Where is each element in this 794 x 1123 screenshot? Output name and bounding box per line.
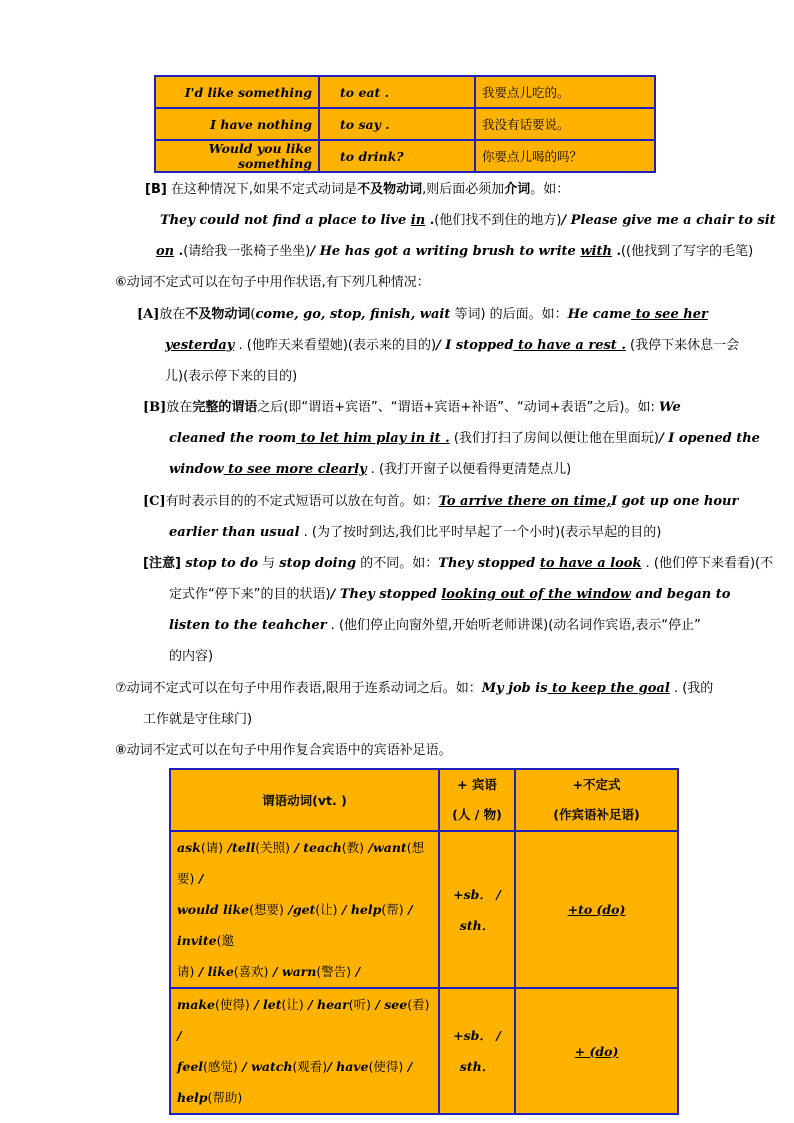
text: I got up one hour [610, 494, 739, 509]
text [177, 832, 432, 894]
text: / have [327, 1059, 369, 1074]
text: /tell [223, 840, 256, 855]
text: (听) [348, 997, 371, 1012]
text [177, 894, 432, 956]
text: My job is [481, 681, 548, 696]
text [177, 956, 432, 987]
text: help [177, 1090, 208, 1105]
text: (帮助) [207, 1090, 243, 1105]
infinitive-cell: + (do) [515, 988, 678, 1114]
text: feel [177, 1059, 204, 1074]
text: . [611, 244, 621, 259]
note-line-3 [169, 616, 701, 636]
table-cell-translation: 你要点儿喝的吗？ [475, 140, 655, 172]
text: to see her [631, 307, 708, 322]
text: and began to [630, 587, 731, 602]
text: 定式作“停下来”的目的状语) [169, 587, 331, 602]
section-6a-line-2 [165, 336, 739, 356]
text: (邀 [216, 933, 234, 948]
table-cell-infinitive: to eat . [319, 76, 475, 108]
text: / see [371, 997, 408, 1012]
infinitive-example-table [154, 75, 656, 173]
text: They could not find a place to live [160, 213, 411, 228]
text: to have a look [539, 556, 642, 571]
text: 放在 [166, 400, 193, 415]
text: make [177, 997, 215, 1012]
text: They stopped [438, 556, 540, 571]
text: . [425, 213, 435, 228]
text: / I stopped [436, 338, 514, 353]
text: (让) [281, 997, 304, 1012]
text: (使得) [214, 997, 250, 1012]
text: . (他昨天来看望她)(表示来的目的) [234, 338, 437, 353]
text: / hear [303, 997, 349, 1012]
text: (观看) [292, 1059, 328, 1074]
text: He came [567, 307, 632, 322]
text: 放在 [159, 307, 186, 322]
text: to see more clearly [223, 462, 367, 477]
text: . [174, 244, 184, 259]
text: 请) [177, 964, 195, 979]
text: [C] [143, 494, 166, 509]
text: stop doing [279, 556, 357, 571]
text: (想要) [249, 902, 284, 917]
text: (感觉) [203, 1059, 238, 1074]
label-b: [B] [145, 182, 167, 197]
text: come, go, stop, finish, wait [255, 307, 451, 322]
section-b-line-1 [145, 180, 569, 200]
text: with [580, 244, 612, 259]
section-6b-line-1 [143, 398, 681, 418]
text: 完整的谓语 [192, 400, 258, 415]
text: / Please give me a chair to sit [561, 213, 776, 228]
text: / They stopped [330, 587, 442, 602]
table-cell-infinitive: to say . [319, 108, 475, 140]
text: sth． [459, 917, 495, 933]
table-cell-phrase: Would you like something [155, 140, 319, 172]
table-cell-infinitive: to drink? [319, 140, 475, 172]
header-cell-verb: 谓语动词(vt. ) [170, 769, 439, 831]
text: listen to the teahcher [169, 618, 327, 633]
text: (想要) [177, 840, 425, 886]
table-row [170, 988, 678, 1114]
text: 有时表示目的的不定式短语可以放在句首。如： [165, 494, 439, 509]
text: (关照) [255, 840, 290, 855]
text: 等词) 的后面。如： [450, 307, 568, 322]
text: (喜欢) [233, 964, 269, 979]
text: +不定式 [572, 777, 621, 792]
section-b-line-2 [160, 211, 776, 231]
table-header-row [170, 769, 678, 831]
text: / teach [290, 840, 342, 855]
text: stop to do [180, 556, 258, 571]
table-cell-phrase: I'd like something [155, 76, 319, 108]
text: . (为了按时到达,我们比平时早起了一个小时)(表示早起的目的) [299, 525, 662, 540]
text: ⑦动词不定式可以在句子中用作表语,限用于连系动词之后。如： [115, 681, 482, 696]
text: / invite [177, 902, 413, 948]
section-6-title: ⑥动词不定式可以在句子中用作状语,有下列几种情况： [115, 275, 430, 290]
table-cell-translation: 我要点儿吃的。 [475, 76, 655, 108]
text: To arrive there on time, [438, 494, 611, 509]
text: to let him play in it . [296, 431, 450, 446]
section-6c-line-2 [169, 523, 661, 543]
text: (人 / 物) [452, 807, 502, 822]
text: (我停下来休息一会 [625, 338, 740, 353]
text: / warn [268, 964, 317, 979]
text: to have a rest . [513, 338, 626, 353]
table-row [155, 76, 655, 108]
note-line-4: 的内容) [169, 649, 214, 664]
header-cell-object [439, 769, 515, 831]
text: (警告) [316, 964, 352, 979]
note-line-2 [169, 585, 730, 605]
text: ask [177, 840, 201, 855]
text: (我们打扫了房间以便让他在里面玩) [449, 431, 659, 446]
table-cell-translation: 我没有话要说。 [475, 108, 655, 140]
text: ( [250, 307, 256, 322]
table-row [155, 108, 655, 140]
text: / help [337, 902, 382, 917]
text: cleaned the room [169, 431, 297, 446]
text: 。如： [530, 182, 570, 197]
section-7-line-1 [115, 679, 713, 699]
text: 的不同。如： [356, 556, 439, 571]
text: 在这种情况下,如果不定式动词是 [166, 182, 358, 197]
text: 不及物动词 [357, 182, 423, 197]
text: (他们找不到住的地方) [434, 213, 562, 228]
text: / [403, 1059, 413, 1074]
text: (作宾语补足语) [553, 807, 640, 822]
text: . (我的 [669, 681, 714, 696]
text: . (我打开窗子以便看得更清楚点儿) [366, 462, 572, 477]
text: / [194, 871, 204, 886]
text [177, 1082, 432, 1113]
text: We [658, 400, 681, 415]
text: / He has got a writing brush to write [310, 244, 581, 259]
text: to keep the goal [547, 681, 670, 696]
table-cell-phrase: I have nothing [155, 108, 319, 140]
section-8-title: ⑧动词不定式可以在句子中用作复合宾语中的宾语补足语。 [115, 743, 452, 758]
text: . (他们停下来看看)(不 [641, 556, 774, 571]
verb-list-cell [170, 988, 439, 1114]
complex-object-table [169, 768, 679, 1115]
text: (看) [407, 997, 430, 1012]
text: [A] [137, 307, 160, 322]
text: /get [283, 902, 316, 917]
text [177, 989, 432, 1051]
section-6b-line-3 [169, 460, 571, 480]
text: window [169, 462, 224, 477]
header-cell-infinitive [515, 769, 678, 831]
infinitive-cell: +to (do) [515, 831, 678, 988]
text: 与 [258, 556, 280, 571]
text: looking out of the window [441, 587, 631, 602]
section-6a-line-1 [137, 305, 708, 325]
text: 不及物动词 [185, 307, 251, 322]
text: (使得) [368, 1059, 404, 1074]
section-6a-line-3: 儿)(表示停下来的目的) [165, 369, 298, 384]
verb-list-cell [170, 831, 439, 988]
text: (请) [200, 840, 224, 855]
text: / watch [237, 1059, 293, 1074]
text: sth． [459, 1059, 495, 1074]
object-cell [439, 988, 515, 1114]
text: on [156, 244, 175, 259]
object-cell [439, 831, 515, 988]
text: yesterday [165, 338, 235, 353]
text: ,则后面必须加 [422, 182, 505, 197]
text: [B] [143, 400, 167, 415]
text: (帮) [381, 902, 404, 917]
section-6c-line-1 [143, 492, 738, 512]
text: + 宾语 [457, 777, 497, 792]
text: / let [249, 997, 282, 1012]
text: 之后(即“谓语+宾语”、“谓语+宾语+补语”、“动词+表语”之后)。如: [257, 400, 659, 415]
note-line-1 [143, 554, 773, 574]
table-row [155, 140, 655, 172]
text: / [351, 964, 361, 979]
text: +sb． / [453, 886, 501, 902]
text: 介词 [504, 182, 531, 197]
text: . (他们停止向窗外望,开始听老师讲课)(动名词作宾语,表示“停止” [326, 618, 701, 633]
text: / I opened the [658, 431, 760, 446]
text: (教) [341, 840, 365, 855]
text: (让) [315, 902, 338, 917]
section-b-line-3 [156, 242, 753, 262]
text: / [177, 1028, 182, 1043]
text: in [410, 213, 426, 228]
section-6b-line-2 [169, 429, 760, 449]
text: +sb． / [453, 1028, 501, 1043]
text [177, 1051, 432, 1082]
text: earlier than usual [169, 525, 300, 540]
text: / like [194, 964, 234, 979]
text: ((他找到了写字的毛笔) [620, 244, 754, 259]
text: (请给我一张椅子坐坐) [183, 244, 311, 259]
text: [注意] [143, 556, 181, 571]
section-7-line-2: 工作就是守住球门) [143, 712, 253, 727]
table-row [170, 831, 678, 988]
text: /want [364, 840, 407, 855]
text: would like [177, 902, 250, 917]
